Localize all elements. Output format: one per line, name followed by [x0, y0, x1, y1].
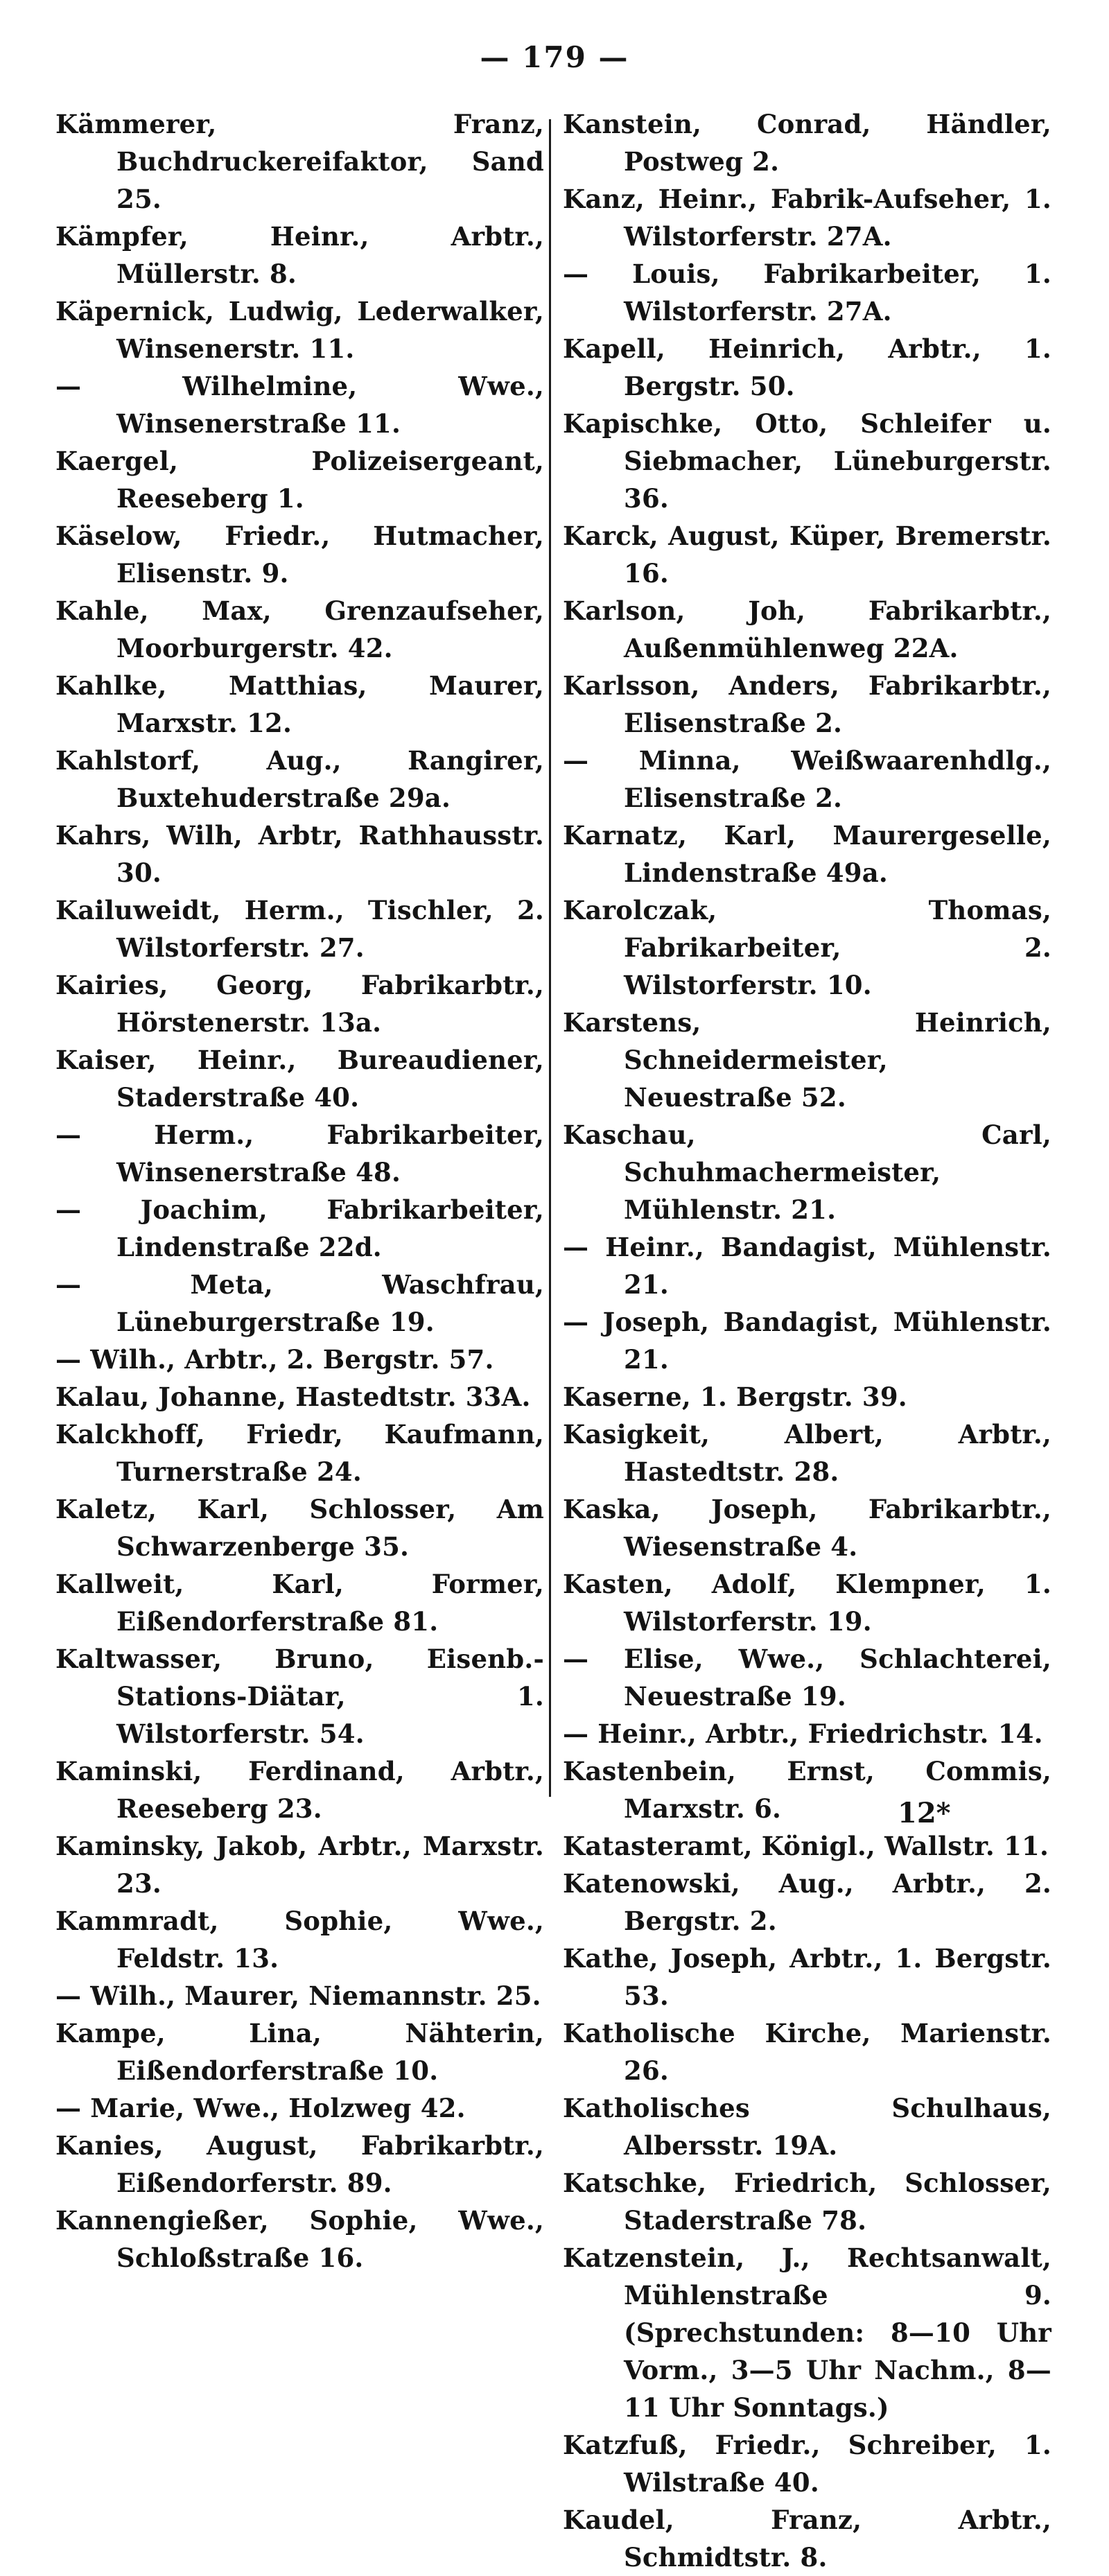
directory-entry: Kairies, Georg, Fabrikarbtr., Hörstenerstr. 13a.: [55, 970, 544, 1038]
directory-entry: Katzfuß, Friedr., Schreiber, 1. Wilstraße 40.: [563, 2430, 1051, 2498]
directory-entry: — Joachim, Fabrikarbeiter, Lindenstraße 22d.: [55, 1194, 544, 1262]
directory-entry: Kalckhoff, Friedr, Kaufmann, Turnerstraße 24.: [55, 1419, 544, 1487]
directory-entry: Kathe, Joseph, Arbtr., 1. Bergstr. 53.: [563, 1943, 1051, 2011]
right-column: [563, 105, 1051, 2576]
directory-entry: Kastenbein, Ernst, Commis, Marxstr. 6.: [563, 1756, 1051, 1824]
directory-entry: Karstens, Heinrich, Schneidermeister, Neuestraße 52.: [563, 1007, 1051, 1113]
directory-entry: Kailuweidt, Herm., Tischler, 2. Wilstorferstr. 27.: [55, 895, 544, 963]
column-divider: [549, 119, 551, 1797]
directory-entry: Kahle, Max, Grenzaufseher, Moorburgerstr. 42.: [55, 595, 544, 663]
directory-entry: — Joseph, Bandagist, Mühlenstr. 21.: [563, 1307, 1051, 1375]
directory-entry: Kapischke, Otto, Schleifer u. Siebmacher, Lüneburgerstr. 36.: [563, 408, 1051, 514]
directory-entry: Katholisches Schulhaus, Albersstr. 19A.: [563, 2093, 1051, 2161]
directory-entry: Kämmerer, Franz, Buchdruckereifaktor, Sand 25.: [55, 109, 544, 214]
directory-entry: Katzenstein, J., Rechtsanwalt, Mühlenstraße 9. (Sprechstunden: 8—10 Uhr Vorm., 3—5 Uhr Nachm., 8—11 Uhr Sonntags.): [563, 2243, 1051, 2423]
directory-entry: Katenowski, Aug., Arbtr., 2. Bergstr. 2.: [563, 1868, 1051, 1936]
directory-entry: — Herm., Fabrikarbeiter, Winsenerstraße 48.: [55, 1120, 544, 1187]
directory-entry: Kammradt, Sophie, Wwe., Feldstr. 13.: [55, 1906, 544, 1974]
directory-entry: Kämpfer, Heinr., Arbtr., Müllerstr. 8.: [55, 221, 544, 289]
directory-entry: Kanstein, Conrad, Händler, Postweg 2.: [563, 109, 1051, 177]
directory-entry: Kaltwasser, Bruno, Eisenb.-Stations-Diätar, 1. Wilstorferstr. 54.: [55, 1644, 544, 1749]
directory-entry: Kannengießer, Sophie, Wwe., Schloßstraße 16.: [55, 2205, 544, 2273]
directory-entry: Karolczak, Thomas, Fabrikarbeiter, 2. Wilstorferstr. 10.: [563, 895, 1051, 1000]
directory-entry: Katschke, Friedrich, Schlosser, Staderstraße 78.: [563, 2168, 1051, 2236]
signature-mark: 12*: [898, 1797, 951, 1829]
directory-entry: Karnatz, Karl, Maurergeselle, Lindenstraße 49a.: [563, 820, 1051, 888]
left-column: [55, 105, 544, 2277]
directory-entry: Kanz, Heinr., Fabrik-Aufseher, 1. Wilstorferstr. 27A.: [563, 184, 1051, 252]
directory-entry: Kaska, Joseph, Fabrikarbtr., Wiesenstraße 4.: [563, 1494, 1051, 1562]
directory-entry: Kampe, Lina, Nähterin, Eißendorferstraße 10.: [55, 2018, 544, 2086]
directory-entry: Karlsson, Anders, Fabrikarbtr., Elisenstraße 2.: [563, 670, 1051, 738]
directory-entry: Kanies, August, Fabrikarbtr., Eißendorferstr. 89.: [55, 2130, 544, 2198]
directory-entry: Käselow, Friedr., Hutmacher, Elisenstr. 9.: [55, 521, 544, 589]
directory-entry: — Wilh., Maurer, Niemannstr. 25.: [55, 1981, 541, 2011]
page-number: — 179 —: [480, 40, 629, 74]
directory-entry: Katholische Kirche, Marienstr. 26.: [563, 2018, 1051, 2086]
directory-entry: — Heinr., Arbtr., Friedrichstr. 14.: [563, 1718, 1043, 1749]
directory-entry: Kahlke, Matthias, Maurer, Marxstr. 12.: [55, 670, 544, 738]
directory-entry: Kaudel, Franz, Arbtr., Schmidtstr. 8.: [563, 2505, 1051, 2573]
directory-entry: Kasigkeit, Albert, Arbtr., Hastedtstr. 28.: [563, 1419, 1051, 1487]
directory-entry: Karck, August, Küper, Bremerstr. 16.: [563, 521, 1051, 589]
directory-entry: Kaminski, Ferdinand, Arbtr., Reeseberg 23.: [55, 1756, 544, 1824]
directory-entry: Kaschau, Carl, Schuhmachermeister, Mühlenstr. 21.: [563, 1120, 1051, 1225]
directory-entry: Kaserne, 1. Bergstr. 39.: [563, 1382, 907, 1412]
directory-entry: Kalau, Johanne, Hastedtstr. 33A.: [55, 1382, 531, 1412]
directory-entry: Kaminsky, Jakob, Arbtr., Marxstr. 23.: [55, 1831, 544, 1899]
directory-entry: Kaergel, Polizeisergeant, Reeseberg 1.: [55, 446, 544, 514]
directory-entry: Kaiser, Heinr., Bureaudiener, Staderstraße 40.: [55, 1045, 544, 1113]
directory-entry: Kahlstorf, Aug., Rangirer, Buxtehuderstraße 29a.: [55, 745, 544, 813]
directory-entry: Katasteramt, Königl., Wallstr. 11.: [563, 1831, 1049, 1861]
directory-entry: — Wilh., Arbtr., 2. Bergstr. 57.: [55, 1344, 494, 1375]
directory-entry: — Minna, Weißwaarenhdlg., Elisenstraße 2.: [563, 745, 1051, 813]
directory-entry: Karlson, Joh, Fabrikarbtr., Außenmühlenweg 22A.: [563, 595, 1051, 663]
directory-entry: Kahrs, Wilh, Arbtr, Rathhausstr. 30.: [55, 820, 544, 888]
directory-entry: — Heinr., Bandagist, Mühlenstr. 21.: [563, 1232, 1051, 1300]
directory-entry: — Marie, Wwe., Holzweg 42.: [55, 2093, 466, 2123]
directory-entry: Kaletz, Karl, Schlosser, Am Schwarzenberge 35.: [55, 1494, 544, 1562]
directory-entry: — Louis, Fabrikarbeiter, 1. Wilstorferstr. 27A.: [563, 259, 1051, 327]
directory-entry: Kasten, Adolf, Klempner, 1. Wilstorferstr. 19.: [563, 1569, 1051, 1637]
directory-entry: Kallweit, Karl, Former, Eißendorferstraße 81.: [55, 1569, 544, 1637]
directory-entry: Kapell, Heinrich, Arbtr., 1. Bergstr. 50.: [563, 333, 1051, 401]
directory-entry: — Meta, Waschfrau, Lüneburgerstraße 19.: [55, 1269, 544, 1337]
directory-entry: Käpernick, Ludwig, Lederwalker, Winsenerstr. 11.: [55, 296, 544, 364]
directory-entry: — Elise, Wwe., Schlachterei, Neuestraße 19.: [563, 1644, 1051, 1712]
directory-entry: — Wilhelmine, Wwe., Winsenerstraße 11.: [55, 371, 544, 439]
